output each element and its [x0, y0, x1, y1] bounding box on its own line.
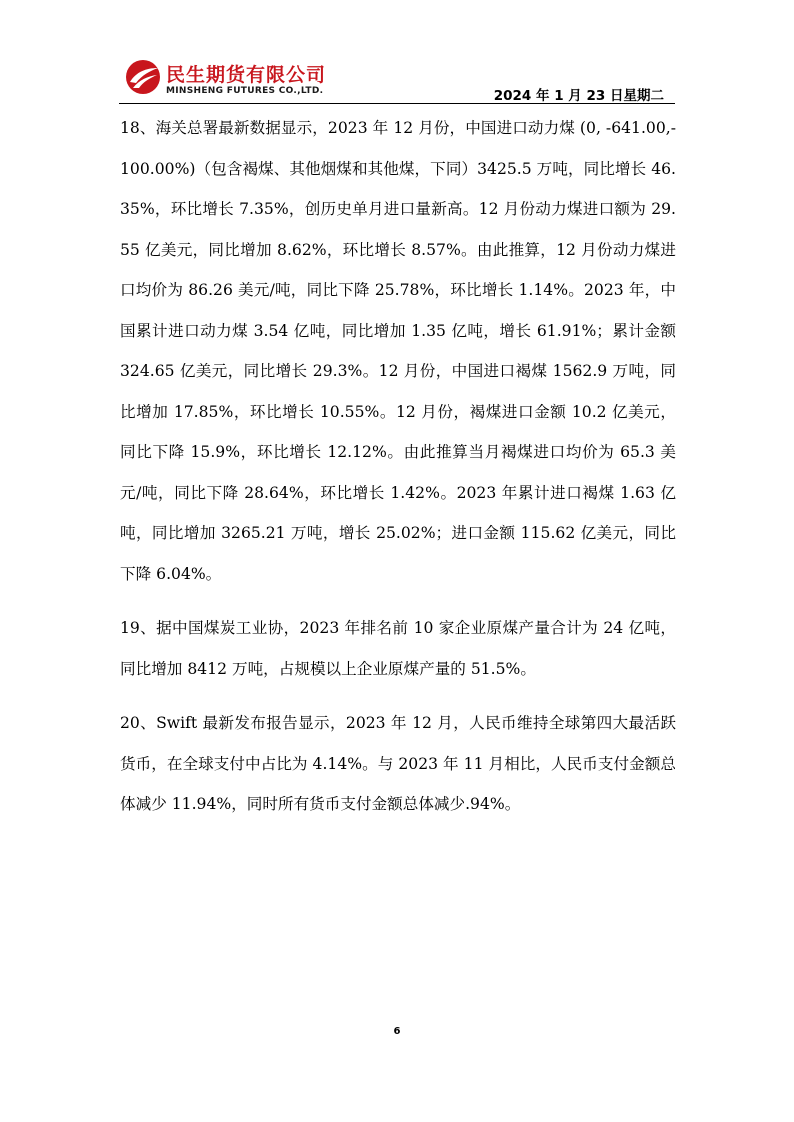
logo-english-name: MINSHENG FUTURES CO.,LTD.: [166, 86, 324, 96]
page-number: 6: [393, 1026, 401, 1037]
header-divider: [119, 103, 675, 104]
company-logo: [124, 58, 364, 98]
minsheng-logo-icon: [124, 58, 162, 96]
news-item-18: 18、海关总署最新数据显示，2023 年 12 月份，中国进口动力煤 (0, -641.00,-100.00%)（包含褐煤、其他烟煤和其他煤，下同）3425.5 万吨，同比增长 46.35%，环比增长 7.35%，创历史单月进口量新高。12 月份动力煤进口额为 29.55 亿美元，同比增加 8.62%，环比增长 8.57%。由此推算，12 月份动力煤进口均价为 86.26 美元/吨，同比下降 25.78%，环比增长 1.14%。2023 年，中国累计进口动力煤 3.54 亿吨，同比增加 1.35 亿吨，增长 61.91%；累计金额 324.65 亿美元，同比增长 29.3%。12 月份，中国进口褐煤 1562.9 万吨，同比增加 17.85%，环比增长 10.55%。12 月份，褐煤进口金额 10.2 亿美元，同比下降 15.9%，环比增长 12.12%。由此推算当月褐煤进口均价为 65.3 美元/吨，同比下降 28.64%，环比增长 1.42%。2023 年累计进口褐煤 1.63 亿吨，同比增加 3265.21 万吨，增长 25.02%；进口金额 115.62 亿美元，同比下降 6.04%。: [120, 119, 676, 583]
logo-chinese-name: 民生期货有限公司: [166, 64, 327, 86]
news-item-19: 19、据中国煤炭工业协，2023 年排名前 10 家企业原煤产量合计为 24 亿吨，同比增加 8412 万吨，占规模以上企业原煤产量的 51.5%。: [120, 619, 676, 678]
document-body: [120, 108, 676, 825]
news-item-20: 20、Swift 最新发布报告显示，2023 年 12 月，人民币维持全球第四大最活跃货币，在全球支付中占比为 4.14%。与 2023 年 11 月相比，人民币支付金额总体减少 11.94%，同时所有货币支付金额总体减少.94%。: [120, 714, 676, 813]
header-date: 2024 年 1 月 23 日星期二: [493, 88, 664, 104]
